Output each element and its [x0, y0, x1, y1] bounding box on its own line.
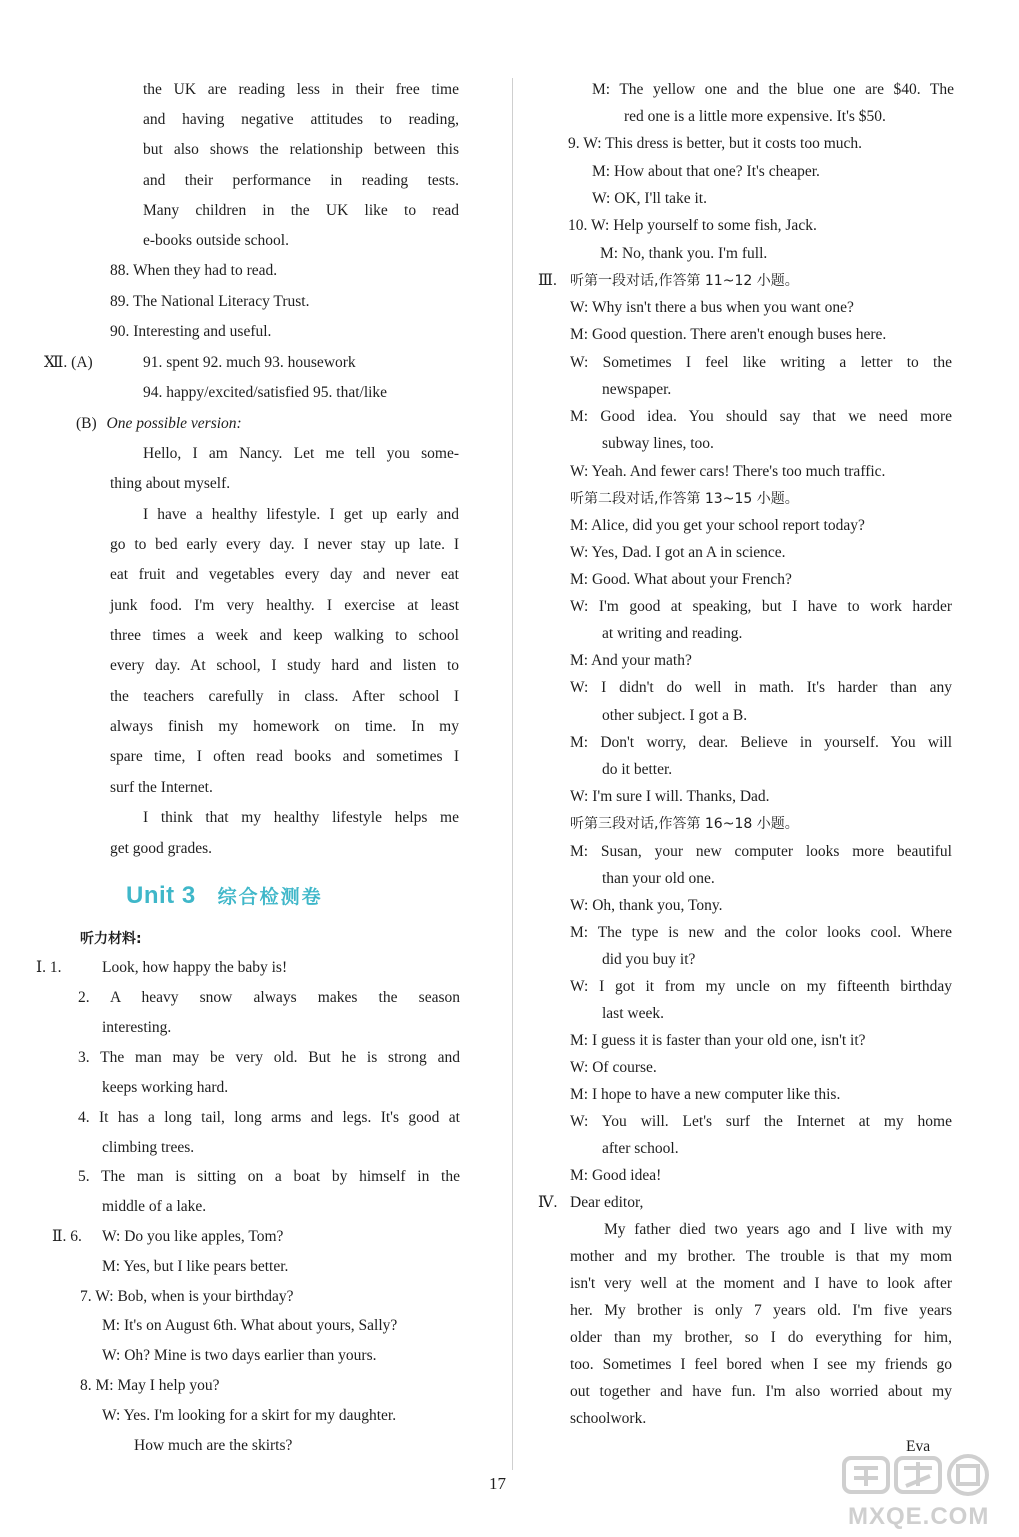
item-3: 3. The man may be very old. But he is strong and — [78, 1049, 460, 1066]
dialogue-line: 8. M: May I help you? — [80, 1377, 220, 1394]
dialogue-line: M: It's on August 6th. What about yours, Sally? — [102, 1317, 398, 1334]
item-2: 2. A heavy snow always makes the season — [78, 989, 460, 1006]
essay-line: go to bed early every day. I never stay up late. I — [110, 536, 459, 553]
dialogue-line: subway lines, too. — [602, 435, 714, 452]
letter-line: older than my brother, so I do everything for him, — [570, 1329, 952, 1346]
dialogue-line: W: Why isn't there a bus when you want one? — [570, 299, 854, 316]
dialogue-line: other subject. I got a B. — [602, 707, 748, 724]
section-iv-number: Ⅳ. — [538, 1194, 558, 1211]
dialogue-line: W: You will. Let's surf the Internet at my home — [570, 1113, 952, 1130]
dialogue-line: 7. W: Bob, when is your birthday? — [80, 1288, 294, 1305]
xii-b-number: (B) — [76, 415, 97, 432]
dialogue-line: M: Don't worry, dear. Believe in yourself. You will — [570, 734, 952, 751]
dialogue-line: M: Good question. There aren't enough buses here. — [570, 326, 887, 343]
dialogue-line: M: Good idea. You should say that we need more — [570, 408, 952, 425]
dialogue-line: than your old one. — [602, 870, 715, 887]
letter-line: too. Sometimes I feel bored when I see my friends go — [570, 1356, 952, 1373]
dialogue-line: did you buy it? — [602, 951, 696, 968]
item-1: Look, how happy the baby is! — [102, 959, 288, 976]
dialogue-line: W: Yes. I'm looking for a skirt for my daughter. — [102, 1407, 397, 1424]
section-xii-number: Ⅻ. (A) — [44, 354, 93, 371]
dialogue-line: 10. W: Help yourself to some fish, Jack. — [568, 217, 817, 234]
section-iii-number: Ⅲ. — [538, 272, 557, 289]
dialogue-line: M: No, thank you. I'm full. — [600, 245, 768, 262]
dialogue-line: M: Alice, did you get your school report today? — [570, 517, 865, 534]
item-5-cont: middle of a lake. — [102, 1198, 207, 1215]
text-line: but also shows the relationship between this — [143, 141, 459, 158]
dialogue-line: W: I got it from my uncle on my fifteenth birthday — [570, 978, 952, 995]
essay-line: surf the Internet. — [110, 779, 213, 796]
answer-90: 90. Interesting and useful. — [110, 323, 272, 340]
text-line: Many children in the UK like to read — [143, 202, 459, 219]
essay-line: junk food. I'm very healthy. I exercise at least — [110, 597, 459, 614]
text-line: the UK are reading less in their free time — [143, 81, 459, 98]
letter-line: isn't very well at the moment and I have to look after — [570, 1275, 952, 1292]
unit-heading — [126, 882, 323, 912]
dialogue-line: M: And your math? — [570, 652, 692, 669]
dialogue-line: M: The yellow one and the blue one are $40. The — [592, 81, 954, 98]
unit-title: 综合检测卷 — [217, 886, 323, 908]
dialogue-line: after school. — [602, 1140, 679, 1157]
item-3-cont: keeps working hard. — [102, 1079, 229, 1096]
section-i-number: Ⅰ. 1. — [36, 959, 62, 976]
dialogue-line: M: Good. What about your French? — [570, 571, 792, 588]
dialogue-heading-3: 听第三段对话,作答第 16~18 小题。 — [570, 816, 799, 832]
xii-b-label — [76, 414, 242, 434]
letter-line: her. My brother is only 7 years old. I'm five years — [570, 1302, 952, 1319]
item-5: 5. The man is sitting on a boat by himself in the — [78, 1168, 460, 1185]
essay-line: I have a healthy lifestyle. I get up early and — [143, 506, 459, 523]
dialogue-line: M: Susan, your new computer looks more beautiful — [570, 843, 952, 860]
item-4: 4. It has a long tail, long arms and legs. It's good at — [78, 1109, 460, 1126]
essay-line: three times a week and keep walking to school — [110, 627, 459, 644]
dialogue-line: How much are the skirts? — [134, 1437, 293, 1454]
dialogue-line: M: How about that one? It's cheaper. — [592, 163, 820, 180]
xii-answers-2: 94. happy/excited/satisfied 95. that/like — [143, 384, 388, 401]
text-line: and having negative attitudes to reading, — [143, 111, 459, 128]
dialogue-line: W: Yes, Dad. I got an A in science. — [570, 544, 786, 561]
letter-line: out together and have fun. I'm also worried about my — [570, 1383, 952, 1400]
essay-line: I think that my healthy lifestyle helps me — [143, 809, 459, 826]
dialogue-line: M: Good idea! — [570, 1167, 662, 1184]
dialogue-line: at writing and reading. — [602, 625, 743, 642]
text-line: e-books outside school. — [143, 232, 289, 249]
column-divider — [512, 78, 513, 1470]
unit-label: Unit 3 — [126, 882, 196, 909]
dialogue-line: W: Oh, thank you, Tony. — [570, 897, 723, 914]
letter-signature: Eva — [906, 1438, 931, 1455]
dialogue-line: M: The type is new and the color looks cool. Where — [570, 924, 952, 941]
essay-line: always finish my homework on time. In my — [110, 718, 459, 735]
dialogue-line: M: Yes, but I like pears better. — [102, 1258, 289, 1275]
letter-line: schoolwork. — [570, 1410, 647, 1427]
dialogue-line: W: Oh? Mine is two days earlier than yours. — [102, 1347, 377, 1364]
essay-line: Hello, I am Nancy. Let me tell you some- — [143, 445, 459, 462]
watermark-icon — [838, 1452, 1008, 1532]
dialogue-line: M: I hope to have a new computer like this. — [570, 1086, 841, 1103]
watermark-text: MXQE.COM — [848, 1503, 990, 1530]
dialogue-line: W: Of course. — [570, 1059, 657, 1076]
dialogue-heading-2: 听第二段对话,作答第 13~15 小题。 — [570, 491, 799, 507]
letter-line: mother and my brother. The trouble is that my mom — [570, 1248, 952, 1265]
answer-89: 89. The National Literacy Trust. — [110, 293, 310, 310]
essay-line: spare time, I often read books and sometimes I — [110, 748, 459, 765]
answer-88: 88. When they had to read. — [110, 262, 278, 279]
text-line: and their performance in reading tests. — [143, 172, 459, 189]
dialogue-line: M: I guess it is faster than your old one, isn't it? — [570, 1032, 866, 1049]
dialogue-line: W: I'm good at speaking, but I have to work harder — [570, 598, 952, 615]
dialogue-line: W: Yeah. And fewer cars! There's too much traffic. — [570, 463, 886, 480]
xii-answers-1: 91. spent 92. much 93. housework — [143, 354, 356, 371]
essay-line: get good grades. — [110, 840, 213, 857]
dialogue-line: W: I didn't do well in math. It's harder than any — [570, 679, 952, 696]
letter-line: My father died two years ago and I live with my — [604, 1221, 952, 1238]
dialogue-line: red one is a little more expensive. It's $50. — [624, 108, 886, 125]
page-number: 17 — [489, 1474, 506, 1493]
section-ii-number: Ⅱ. 6. — [52, 1228, 82, 1245]
item-2-cont: interesting. — [102, 1019, 172, 1036]
possible-version-label: One possible version: — [106, 415, 242, 432]
item-4-cont: climbing trees. — [102, 1139, 195, 1156]
dialogue-line: newspaper. — [602, 381, 672, 398]
dialogue-heading-1: 听第一段对话,作答第 11~12 小题。 — [570, 273, 799, 289]
essay-line: the teachers carefully in class. After school I — [110, 688, 459, 705]
dialogue-line: 9. W: This dress is better, but it costs too much. — [568, 135, 863, 152]
dialogue-line: do it better. — [602, 761, 673, 778]
dialogue-line: last week. — [602, 1005, 664, 1022]
essay-line: every day. At school, I study hard and listen to — [110, 657, 459, 674]
dialogue-line: W: I'm sure I will. Thanks, Dad. — [570, 788, 770, 805]
dialogue-line: W: Do you like apples, Tom? — [102, 1228, 284, 1245]
letter-greeting: Dear editor, — [570, 1194, 644, 1211]
essay-line: eat fruit and vegetables every day and never eat — [110, 566, 459, 583]
dialogue-line: W: OK, I'll take it. — [592, 190, 707, 207]
listening-header: 听力材料: — [80, 931, 142, 947]
essay-line: thing about myself. — [110, 475, 231, 492]
watermark-logo — [838, 1452, 1008, 1532]
dialogue-line: W: Sometimes I feel like writing a letter to the — [570, 354, 952, 371]
